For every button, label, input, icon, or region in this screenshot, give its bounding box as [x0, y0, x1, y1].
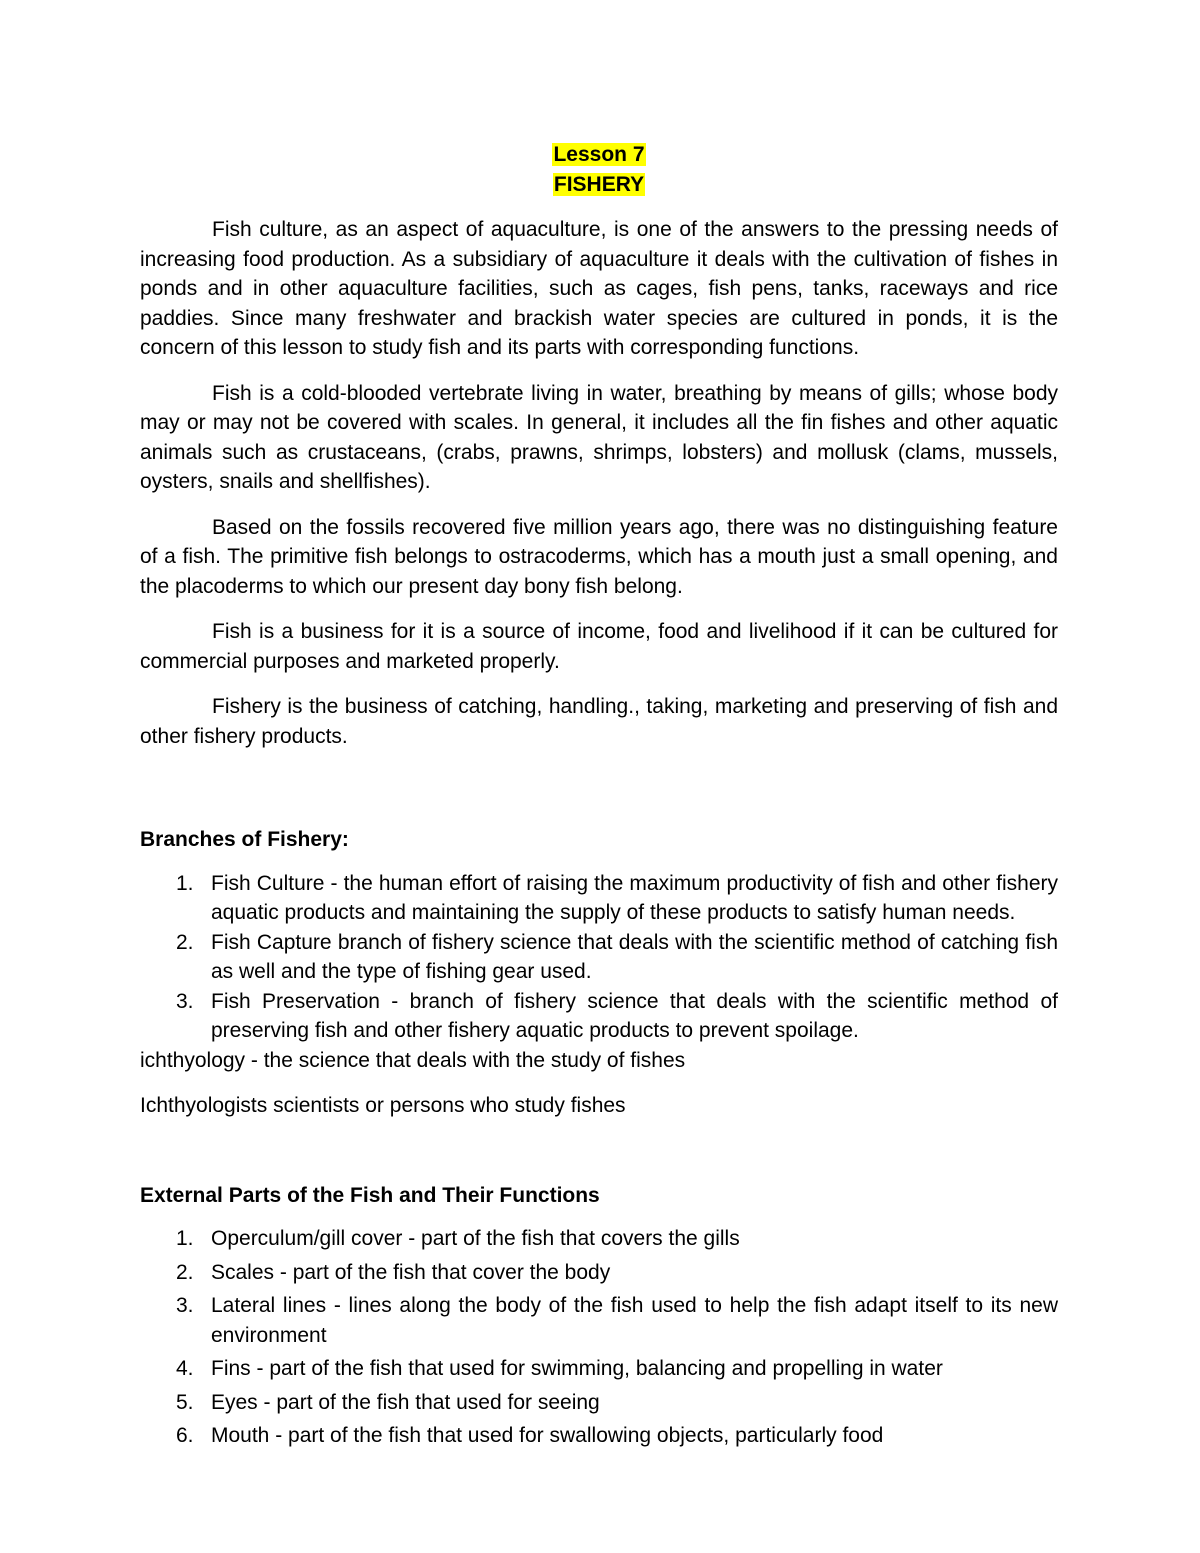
list-item-text: Lateral lines - lines along the body of the fish used to help the fish adapt itself to its new environment [211, 1294, 1058, 1347]
branches-heading: Branches of Fishery: [140, 828, 349, 851]
list-number: 1. [176, 1227, 194, 1250]
document-page [140, 140, 1058, 1455]
list-item [140, 928, 1058, 987]
list-item [140, 1291, 1058, 1350]
list-item [140, 1258, 1058, 1288]
fossils-paragraph: Based on the fossils recovered five million years ago, there was no distinguishing feature of a fish. The primitive fish belongs to ostracoderms, which has a mouth just a small opening, and the placoderms to which our present day bony fish belong. [140, 515, 1058, 598]
ichthyologists-definition: Ichthyologists scientists or persons who study fishes [140, 1094, 626, 1117]
list-number: 6. [176, 1424, 194, 1447]
list-number: 3. [176, 1294, 194, 1317]
list-number: 3. [176, 989, 194, 1013]
fishery-definition-paragraph: Fishery is the business of catching, handling., taking, marketing and preserving of fish and other fishery products. [140, 695, 1058, 748]
list-number: 4. [176, 1357, 194, 1380]
branches-list [140, 869, 1058, 1046]
list-item [140, 869, 1058, 928]
list-item [140, 1224, 1058, 1254]
business-paragraph: Fish is a business for it is a source of income, food and livelihood if it can be cultured for commercial purposes and marketed properly. [140, 620, 1058, 673]
list-item-text: Fish Preservation - branch of fishery science that deals with the scientific method of preserving fish and other fishery aquatic products to prevent spoilage. [211, 989, 1058, 1042]
list-item-text: Operculum/gill cover - part of the fish that covers the gills [211, 1227, 740, 1250]
definitions-block [140, 1046, 1058, 1121]
fish-definition-paragraph: Fish is a cold-blooded vertebrate living in water, breathing by means of gills; whose body may or may not be covered with scales. In general, it includes all the fin fishes and other aquatic animals such as crustaceans, (crabs, prawns, shrimps, lobsters) and mollusk (clams, mussels, oysters, snails and shellfishes). [140, 381, 1058, 493]
title-block [140, 140, 1058, 199]
list-item [140, 1421, 1058, 1451]
list-number: 2. [176, 930, 194, 954]
list-item-text: Fish Capture branch of fishery science that deals with the scientific method of catching fish as well and the type of fishing gear used. [211, 930, 1058, 983]
intro-paragraph: Fish culture, as an aspect of aquaculture, is one of the answers to the pressing needs of increasing food production. As a subsidiary of aquaculture it deals with the cultivation of fishes in ponds and in other aquaculture facilities, such as cages, fish pens, tanks, raceways and rice paddies. Since many freshwater and brackish water species are cultured in ponds, it is the concern of this lesson to study fish and its parts with corresponding functions. [140, 218, 1058, 359]
lesson-number: Lesson 7 [553, 143, 645, 166]
list-number: 1. [176, 871, 194, 895]
external-parts-list [140, 1224, 1058, 1451]
list-item-text: Scales - part of the fish that cover the body [211, 1260, 611, 1284]
ichthyology-definition: ichthyology - the science that deals with the study of fishes [140, 1048, 686, 1072]
list-item-text: Fins - part of the fish that used for swimming, balancing and propelling in water [211, 1357, 943, 1380]
list-number: 5. [176, 1390, 194, 1414]
list-item [140, 1388, 1058, 1418]
lesson-title: FISHERY [553, 172, 645, 196]
list-item-text: Mouth - part of the fish that used for swallowing objects, particularly food [211, 1424, 884, 1447]
list-item [140, 1354, 1058, 1384]
list-number: 2. [176, 1260, 194, 1284]
external-parts-heading: External Parts of the Fish and Their Functions [140, 1183, 600, 1207]
list-item-text: Eyes - part of the fish that used for seeing [211, 1390, 600, 1414]
list-item [140, 987, 1058, 1046]
list-item-text: Fish Culture - the human effort of raising the maximum productivity of fish and other fishery aquatic products and maintaining the supply of these products to satisfy human needs. [211, 871, 1058, 924]
